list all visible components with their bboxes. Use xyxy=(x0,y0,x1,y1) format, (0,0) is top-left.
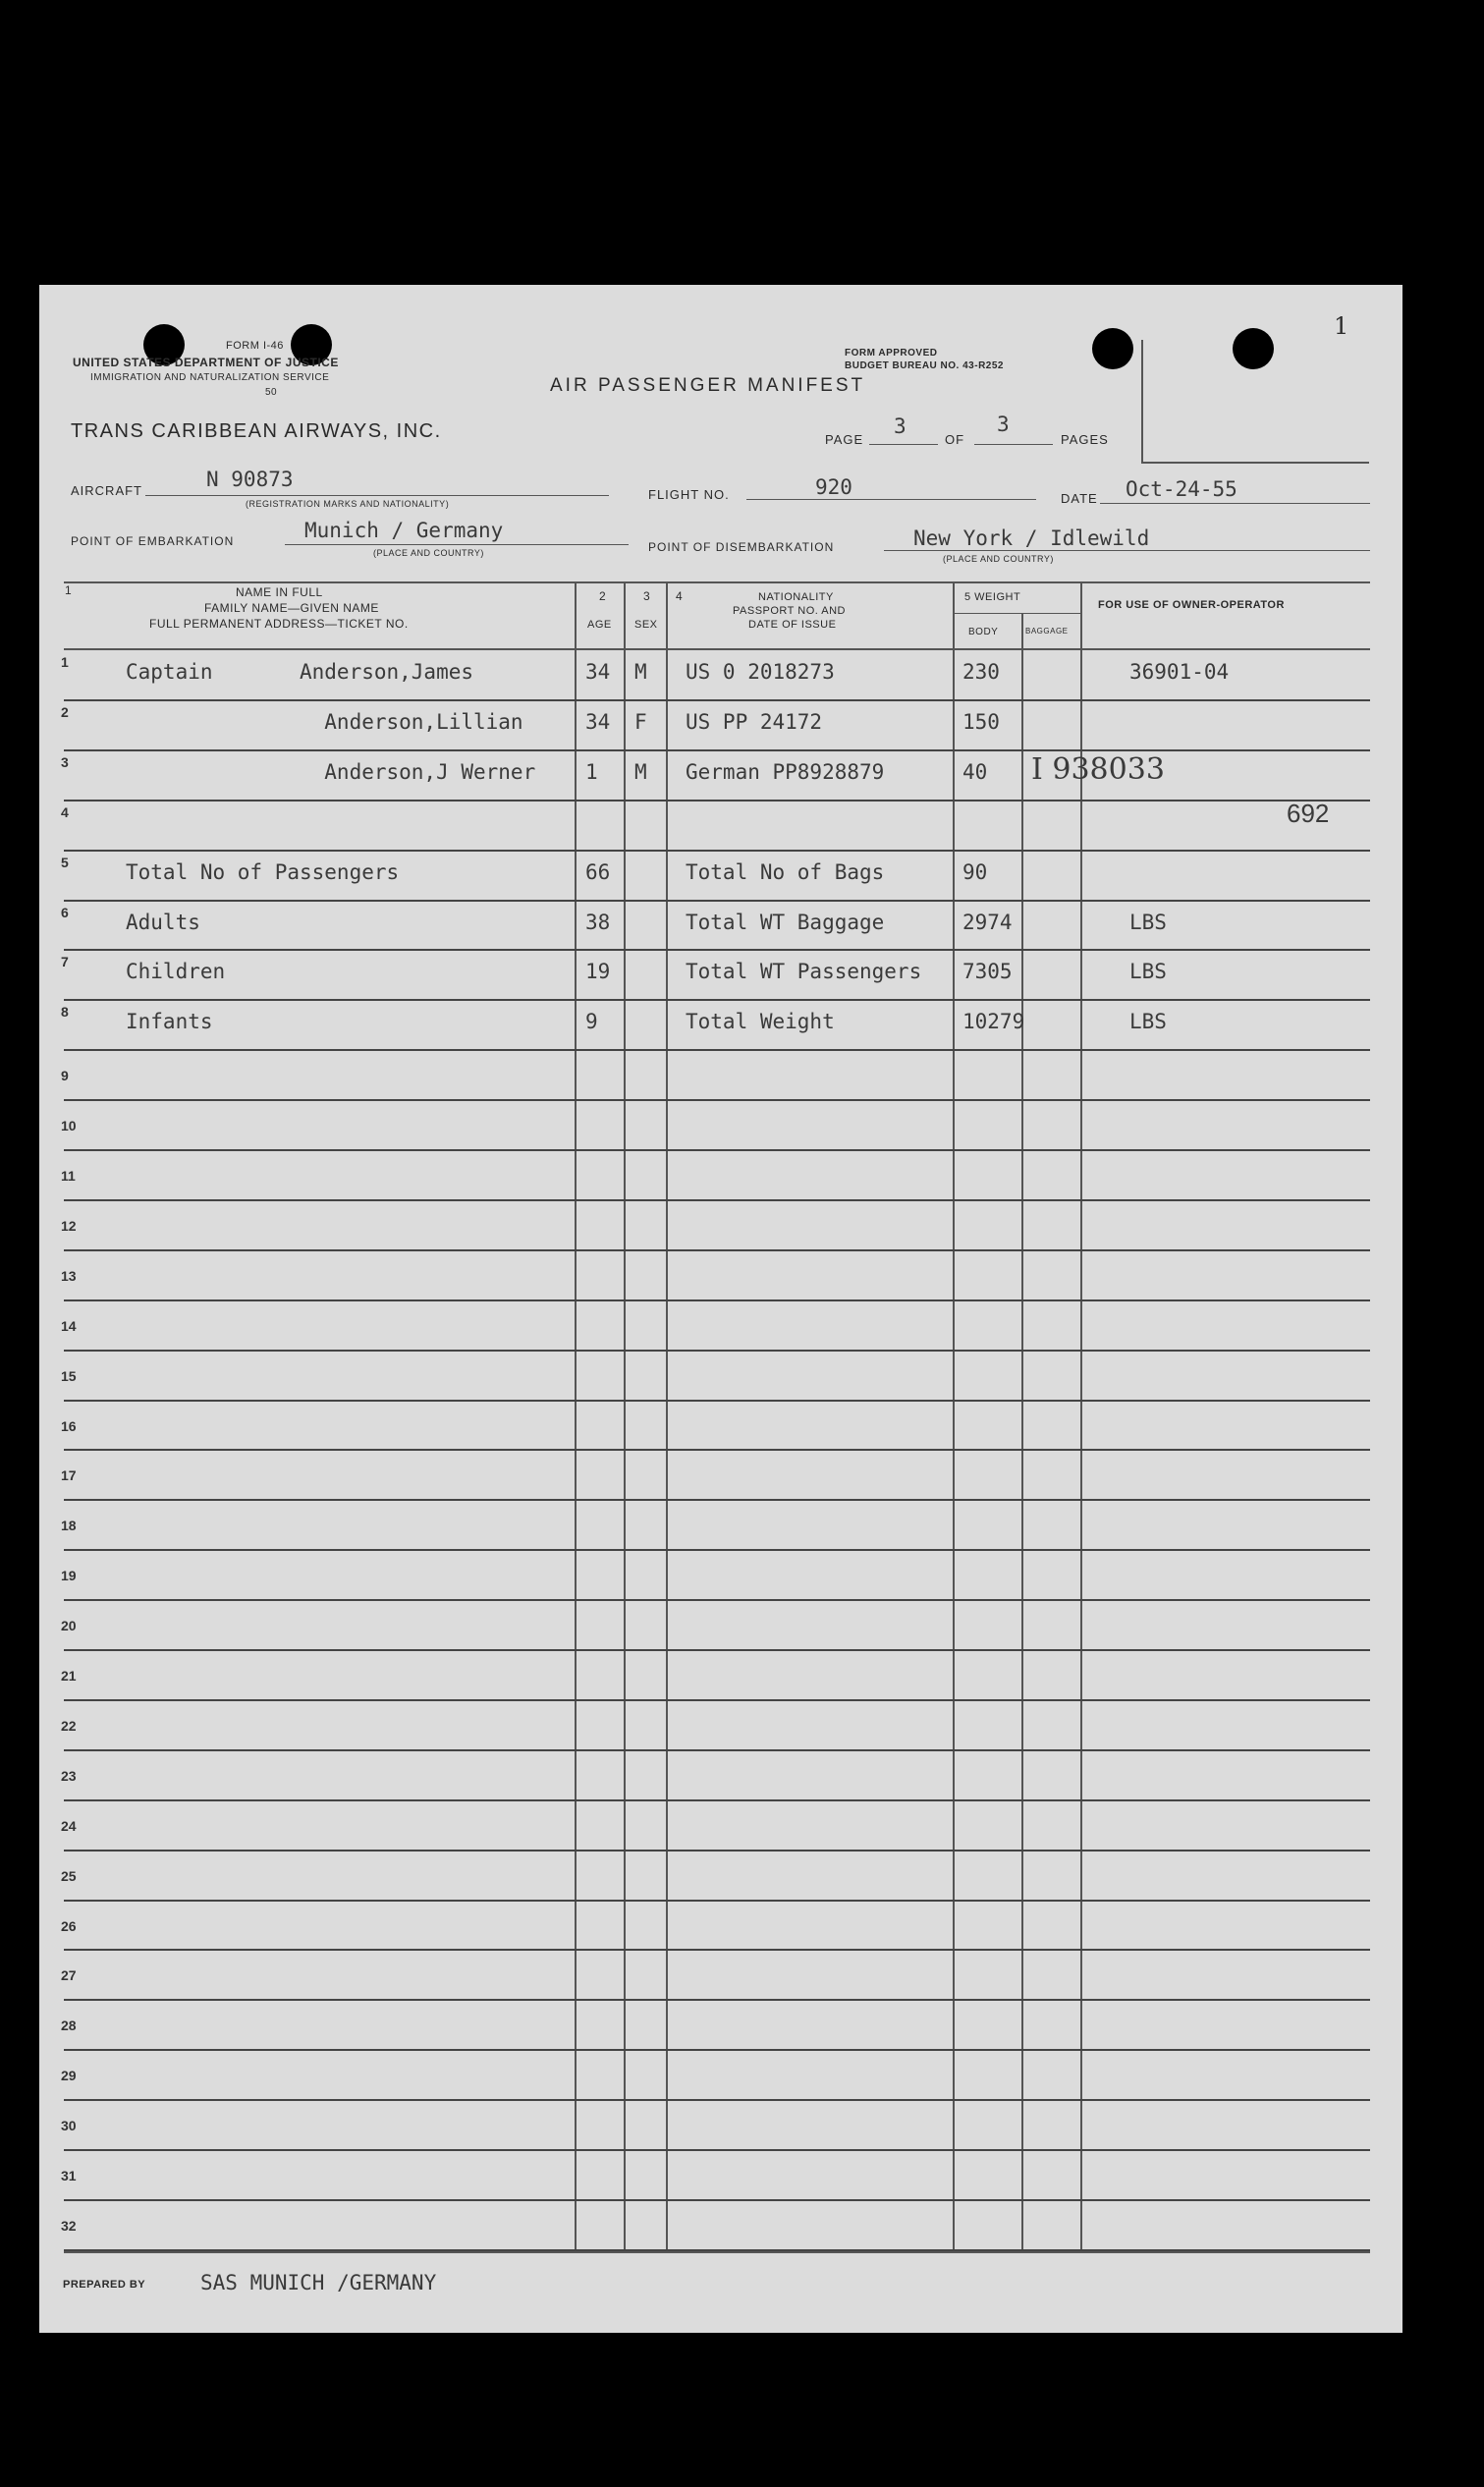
row-number: 14 xyxy=(61,1317,77,1334)
row-number: 32 xyxy=(61,2217,77,2234)
budget-bureau: BUDGET BUREAU NO. 43-R252 xyxy=(845,360,1004,371)
passenger-age: 9 xyxy=(585,1010,598,1034)
row-number: 24 xyxy=(61,1817,77,1834)
flight-label: FLIGHT NO. xyxy=(648,487,730,502)
body-weight: 150 xyxy=(962,709,1000,734)
disembark-label: POINT OF DISEMBARKATION xyxy=(648,540,835,554)
row-divider xyxy=(64,749,1370,751)
row-divider xyxy=(64,2149,1370,2151)
row-divider xyxy=(64,1199,1370,1201)
row-number: 25 xyxy=(61,1867,77,1884)
owner-operator-note: 36901-04 xyxy=(1129,660,1230,684)
body-weight: 40 xyxy=(962,759,988,784)
row-divider xyxy=(64,699,1370,701)
row-divider xyxy=(64,1649,1370,1651)
row-number: 22 xyxy=(61,1717,77,1734)
row-number: 20 xyxy=(61,1618,77,1634)
manifest-title: AIR PASSENGER MANIFEST xyxy=(550,375,866,396)
passenger-age: 34 xyxy=(585,660,611,684)
body-weight: 2974 xyxy=(962,910,1013,934)
form-number: FORM I-46 xyxy=(226,340,284,352)
manifest-sheet xyxy=(39,285,1402,2333)
row-divider xyxy=(64,1999,1370,2001)
owner-operator-note: LBS xyxy=(1129,910,1167,934)
agency-line-1: UNITED STATES DEPARTMENT OF JUSTICE xyxy=(73,356,339,369)
row-number: 15 xyxy=(61,1367,77,1384)
row-divider xyxy=(64,1299,1370,1301)
row-divider xyxy=(64,2049,1370,2051)
row-divider xyxy=(64,1799,1370,1801)
row-number: 1 xyxy=(61,654,69,670)
row-divider xyxy=(64,1049,1370,1051)
row-number: 3 xyxy=(61,753,69,770)
row-divider xyxy=(64,1400,1370,1402)
passenger-name: Total No of Passengers xyxy=(126,859,400,884)
row-divider xyxy=(64,1449,1370,1451)
col-weight-header: 5 WEIGHT xyxy=(964,591,1021,603)
passenger-age: 1 xyxy=(585,759,598,784)
passenger-nationality: German PP8928879 xyxy=(686,759,885,784)
passenger-age: 38 xyxy=(585,910,611,934)
row-divider xyxy=(64,1699,1370,1701)
pages-label: PAGES xyxy=(1061,432,1109,447)
row-number: 5 xyxy=(61,854,69,870)
corner-mark: 1 xyxy=(1334,312,1349,340)
row-number: 4 xyxy=(61,803,69,820)
body-weight: 7305 xyxy=(962,960,1013,984)
owner-operator-note: 692 xyxy=(1287,798,1330,828)
owner-operator-note: I 938033 xyxy=(1031,751,1165,787)
row-divider xyxy=(64,949,1370,951)
row-number: 30 xyxy=(61,2118,77,2134)
passenger-age: 19 xyxy=(585,960,611,984)
col-3-number: 3 xyxy=(643,589,651,603)
row-divider xyxy=(64,2099,1370,2101)
passenger-sex: M xyxy=(634,660,647,684)
passenger-nationality: Total No of Bags xyxy=(686,859,885,884)
col-name-header-1: NAME IN FULL xyxy=(236,585,323,599)
row-divider xyxy=(64,1549,1370,1551)
agency-line-3: 50 xyxy=(265,387,278,398)
of-label: OF xyxy=(945,432,965,447)
row-number: 29 xyxy=(61,2068,77,2084)
aircraft-label: AIRCRAFT xyxy=(71,483,142,498)
row-number: 12 xyxy=(61,1217,77,1234)
prepared-by-value: SAS MUNICH /GERMANY xyxy=(200,2271,437,2294)
row-number: 28 xyxy=(61,2017,77,2034)
aircraft-sublabel: (REGISTRATION MARKS AND NATIONALITY) xyxy=(246,499,450,509)
punch-hole xyxy=(1092,328,1133,369)
row-number: 26 xyxy=(61,1917,77,1934)
row-divider xyxy=(64,2199,1370,2201)
row-divider xyxy=(64,1900,1370,1902)
passenger-age: 34 xyxy=(585,709,611,734)
disembark-sublabel: (PLACE AND COUNTRY) xyxy=(943,554,1054,564)
row-divider xyxy=(64,1099,1370,1101)
prepared-by-label: PREPARED BY xyxy=(63,2279,146,2291)
row-number: 6 xyxy=(61,904,69,920)
col-owner-header: FOR USE OF OWNER-OPERATOR xyxy=(1098,599,1285,611)
col-age-header: AGE xyxy=(587,619,612,631)
disembark-value: New York / Idlewild xyxy=(913,526,1150,550)
passenger-name: Anderson,Lillian xyxy=(126,709,523,734)
row-number: 31 xyxy=(61,2168,77,2183)
form-approved: FORM APPROVED xyxy=(845,348,938,359)
passenger-name: Captain Anderson,James xyxy=(126,660,474,684)
embark-value: Munich / Germany xyxy=(304,519,504,542)
owner-operator-note: LBS xyxy=(1129,960,1167,984)
page-number: 3 xyxy=(894,414,907,438)
col-2-number: 2 xyxy=(599,589,607,603)
passenger-age: 66 xyxy=(585,859,611,884)
punch-hole xyxy=(1233,328,1274,369)
page-label: PAGE xyxy=(825,432,864,447)
aircraft-registration: N 90873 xyxy=(206,468,294,491)
row-number: 21 xyxy=(61,1668,77,1684)
row-divider xyxy=(64,999,1370,1001)
body-weight: 90 xyxy=(962,859,988,884)
total-pages: 3 xyxy=(997,413,1010,436)
passenger-nationality: US 0 2018273 xyxy=(686,660,835,684)
row-number: 2 xyxy=(61,703,69,720)
passenger-name: Anderson,J Werner xyxy=(126,759,536,784)
passenger-nationality: Total WT Passengers xyxy=(686,960,922,984)
col-nat-header-1: NATIONALITY xyxy=(758,591,834,603)
col-body-header: BODY xyxy=(968,627,999,637)
row-divider xyxy=(64,1850,1370,1851)
passenger-name: Children xyxy=(126,960,226,984)
passenger-sex: M xyxy=(634,759,647,784)
row-divider xyxy=(64,800,1370,801)
passenger-nationality: Total WT Baggage xyxy=(686,910,885,934)
agency-line-2: IMMIGRATION AND NATURALIZATION SERVICE xyxy=(90,372,330,383)
embark-label: POINT OF EMBARKATION xyxy=(71,534,235,548)
row-divider xyxy=(64,1249,1370,1251)
row-number: 8 xyxy=(61,1004,69,1021)
row-number: 18 xyxy=(61,1518,77,1534)
col-4-number: 4 xyxy=(676,589,684,603)
row-number: 27 xyxy=(61,1967,77,1984)
row-divider xyxy=(64,1749,1370,1751)
embark-sublabel: (PLACE AND COUNTRY) xyxy=(373,548,484,558)
airline-name: TRANS CARIBBEAN AIRWAYS, INC. xyxy=(71,420,442,442)
passenger-sex: F xyxy=(634,709,647,734)
date-label: DATE xyxy=(1061,491,1098,506)
passenger-nationality: US PP 24172 xyxy=(686,709,823,734)
col-name-header-3: FULL PERMANENT ADDRESS—TICKET NO. xyxy=(149,617,409,631)
flight-number: 920 xyxy=(815,475,852,499)
row-number: 10 xyxy=(61,1118,77,1134)
col-nat-header-3: DATE OF ISSUE xyxy=(748,619,837,631)
row-number: 17 xyxy=(61,1467,77,1484)
passenger-name: Infants xyxy=(126,1010,213,1034)
row-divider xyxy=(64,850,1370,852)
owner-operator-note: LBS xyxy=(1129,1010,1167,1034)
col-1-number: 1 xyxy=(65,583,73,597)
row-number: 9 xyxy=(61,1068,69,1084)
row-divider xyxy=(64,1949,1370,1951)
row-number: 23 xyxy=(61,1767,77,1784)
date-value: Oct-24-55 xyxy=(1126,477,1237,501)
passenger-name: Adults xyxy=(126,910,200,934)
col-baggage-header: BAGGAGE xyxy=(1025,627,1069,636)
col-name-header-2: FAMILY NAME—GIVEN NAME xyxy=(204,601,379,615)
row-number: 11 xyxy=(61,1168,76,1184)
row-divider xyxy=(64,1350,1370,1352)
row-divider xyxy=(64,1499,1370,1501)
row-number: 7 xyxy=(61,954,69,970)
body-weight: 230 xyxy=(962,660,1000,684)
body-weight: 10279 xyxy=(962,1010,1025,1034)
row-divider xyxy=(64,1599,1370,1601)
passenger-nationality: Total Weight xyxy=(686,1010,835,1034)
row-number: 19 xyxy=(61,1568,77,1584)
row-number: 13 xyxy=(61,1267,77,1284)
col-sex-header: SEX xyxy=(634,619,658,631)
col-nat-header-2: PASSPORT NO. AND xyxy=(733,605,846,617)
row-number: 16 xyxy=(61,1417,77,1434)
row-divider xyxy=(64,1149,1370,1151)
row-divider xyxy=(64,900,1370,902)
